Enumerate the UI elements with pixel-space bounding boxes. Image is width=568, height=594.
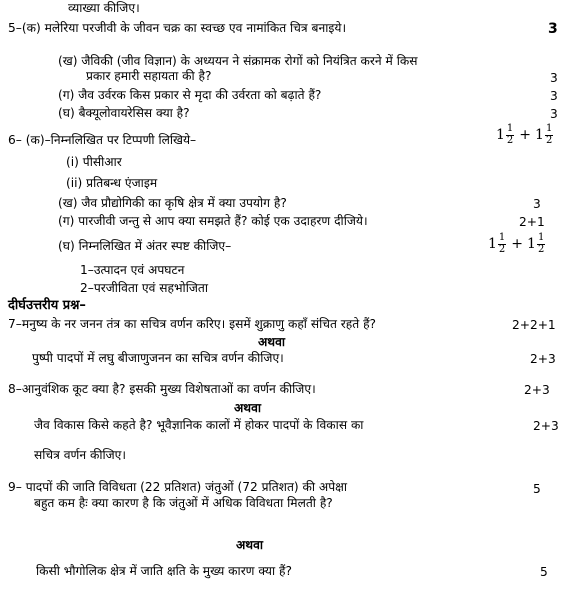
- q5a-text: 5–(क) मलेरिया परजीवी के जीवन चक्र का स्वच्छ एव नामांकित चित्र बनाइये।: [8, 21, 347, 35]
- q6d-item-1: 1–उत्पादन एवं अपघटन: [80, 263, 185, 277]
- q8-alt-text-2: सचित्र वर्णन कीजिए।: [34, 448, 127, 462]
- q4-tail: व्याख्या कीजिए।: [68, 1, 140, 15]
- q6d-item-2: 2–परजीविता एवं सहभोजिता: [80, 281, 208, 295]
- q5b-text-2: प्रकार हमारी सहायता की है?: [86, 69, 212, 83]
- q5b-text-1: (ख) जैविकी (जीव विज्ञान) के अध्ययन ने संक्रामक रोगों को नियंत्रित करने में किस: [58, 54, 418, 68]
- q5a-marks: 3: [548, 21, 558, 37]
- q7-text: 7–मनुष्य के नर जनन तंत्र का सचित्र वर्णन करिए। इसमें शुक्राणु कहाँ संचित रहते हैं?: [8, 317, 377, 331]
- q6a-whole-2: 1: [535, 127, 544, 143]
- q8-alt-marks: 2+3: [533, 419, 559, 433]
- section-heading-long-answer: दीर्घउत्तरीय प्रश्न–: [8, 298, 86, 313]
- q6b-text: (ख) जैव प्रौद्योगिकी का कृषि क्षेत्र में क्या उपयोग है?: [58, 196, 287, 210]
- q9-marks: 5: [533, 482, 541, 496]
- q6a-fraction-2: 1 2: [545, 123, 553, 146]
- q8-text: 8–आनुवंशिक कूट क्या है? इसकी मुख्य विशेषताओं का वर्णन कीजिए।: [8, 382, 316, 396]
- q8-alt-text-1: जैव विकास किसे कहते है? भूवैज्ञानिक कालों में होकर पादपों के विकास का: [34, 418, 364, 432]
- q6a-marks: 1 1 2 + 1 1 2: [496, 123, 553, 146]
- or-label-2: अथवा: [234, 401, 262, 415]
- q6a-whole-1: 1: [496, 127, 505, 143]
- q7-alt-marks: 2+3: [530, 352, 556, 366]
- q9-text-1: 9– पादपों की जाति विविधता (22 प्रतिशत) जंतुओं (72 प्रतिशत) की अपेक्षा: [8, 480, 348, 494]
- q7-marks: 2+2+1: [512, 318, 556, 332]
- q6d-marks: 1 1 2 + 1 1 2: [488, 232, 545, 255]
- q6c-marks: 2+1: [519, 215, 545, 229]
- q6a-fraction-1: 1 2: [506, 123, 514, 146]
- q5d-text: (घ) बैक्यूलोवायरेसिस क्या है?: [58, 106, 190, 120]
- q9-alt-marks: 5: [540, 565, 548, 579]
- q7-alt-text: पुष्पी पादपों में लघु बीजाणुजनन का सचित्र वर्णन कीजिए।: [32, 351, 284, 365]
- q9-alt-text: किसी भौगोलिक क्षेत्र में जाति क्षति के मुख्य कारण क्या हैं?: [36, 564, 292, 578]
- q9-text-2: बहुत कम हैः क्या कारण है कि जंतुओं में अधिक विविधता मिलती है?: [34, 496, 333, 510]
- or-label-3: अथवा: [236, 538, 264, 552]
- q5d-marks: 3: [550, 107, 558, 121]
- q5c-marks: 3: [550, 89, 558, 103]
- q6a-text: 6– (क)–निम्नलिखित पर टिप्पणी लिखिये–: [8, 133, 197, 147]
- q8-marks: 2+3: [524, 383, 550, 397]
- or-label-1: अथवा: [258, 335, 286, 349]
- q6a-item-ii: (ii) प्रतिबन्ध एंजाइम: [66, 176, 158, 190]
- q6b-marks: 3: [533, 197, 541, 211]
- q5b-marks: 3: [550, 71, 558, 85]
- q5c-text: (ग) जैव उर्वरक किस प्रकार से मृदा की उर्वरता को बढ़ाते हैं?: [58, 88, 322, 102]
- q6a-item-i: (i) पीसीआर: [66, 155, 122, 169]
- q6c-text: (ग) पारजीवी जन्तु से आप क्या समझते हैं? कोई एक उदाहरण दीजिये।: [58, 214, 368, 228]
- q6d-text: (घ) निम्नलिखित में अंतर स्पष्ट कीजिए–: [58, 239, 232, 253]
